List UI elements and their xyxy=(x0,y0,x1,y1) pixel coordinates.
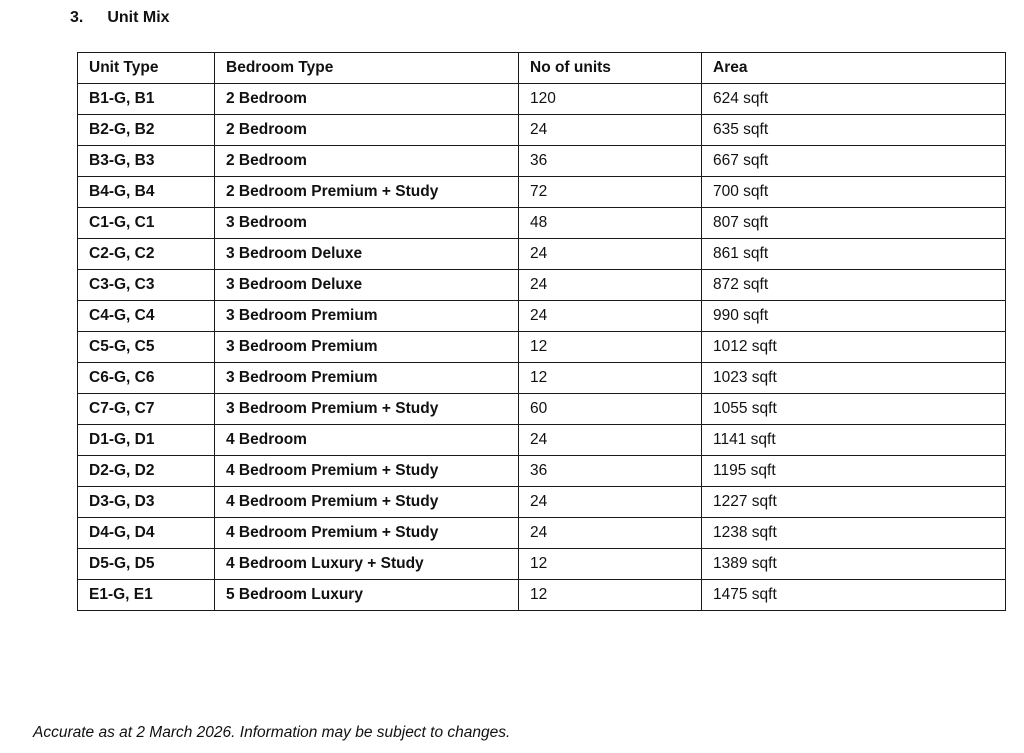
bedroom-type-cell: 3 Bedroom xyxy=(215,208,519,239)
section-title: Unit Mix xyxy=(107,9,170,26)
table-row xyxy=(78,456,1006,487)
area-cell: 1227 sqft xyxy=(702,487,1006,518)
bedroom-type-cell: 4 Bedroom Premium + Study xyxy=(215,518,519,549)
table-row xyxy=(78,115,1006,146)
bedroom-type-cell: 3 Bedroom Deluxe xyxy=(215,239,519,270)
unit-type-cell: C6-G, C6 xyxy=(78,363,215,394)
area-cell: 807 sqft xyxy=(702,208,1006,239)
area-cell: 1389 sqft xyxy=(702,549,1006,580)
area-cell: 624 sqft xyxy=(702,84,1006,115)
table-row xyxy=(78,270,1006,301)
table-row xyxy=(78,425,1006,456)
bedroom-type-cell: 3 Bedroom Premium xyxy=(215,301,519,332)
bedroom-type-cell: 4 Bedroom Premium + Study xyxy=(215,456,519,487)
no-of-units-cell: 24 xyxy=(519,425,702,456)
no-of-units-cell: 12 xyxy=(519,580,702,611)
unit-type-cell: D5-G, D5 xyxy=(78,549,215,580)
bedroom-type-cell: 3 Bedroom Deluxe xyxy=(215,270,519,301)
unit-type-cell: C5-G, C5 xyxy=(78,332,215,363)
area-cell: 700 sqft xyxy=(702,177,1006,208)
table-row xyxy=(78,239,1006,270)
table-row xyxy=(78,84,1006,115)
table-row xyxy=(78,146,1006,177)
area-cell: 1238 sqft xyxy=(702,518,1006,549)
bedroom-type-cell: 2 Bedroom xyxy=(215,115,519,146)
area-cell: 1055 sqft xyxy=(702,394,1006,425)
table-row xyxy=(78,363,1006,394)
no-of-units-cell: 12 xyxy=(519,332,702,363)
table-row xyxy=(78,208,1006,239)
table-header-row xyxy=(78,53,1006,84)
no-of-units-cell: 60 xyxy=(519,394,702,425)
no-of-units-cell: 12 xyxy=(519,363,702,394)
unit-type-cell: C1-G, C1 xyxy=(78,208,215,239)
area-cell: 861 sqft xyxy=(702,239,1006,270)
table-body xyxy=(78,84,1006,611)
no-of-units-cell: 72 xyxy=(519,177,702,208)
unit-mix-table xyxy=(77,52,1006,611)
area-cell: 1475 sqft xyxy=(702,580,1006,611)
unit-type-cell: B4-G, B4 xyxy=(78,177,215,208)
bedroom-type-cell: 4 Bedroom xyxy=(215,425,519,456)
no-of-units-cell: 24 xyxy=(519,239,702,270)
bedroom-type-cell: 2 Bedroom Premium + Study xyxy=(215,177,519,208)
unit-type-cell: D4-G, D4 xyxy=(78,518,215,549)
no-of-units-cell: 36 xyxy=(519,456,702,487)
area-cell: 872 sqft xyxy=(702,270,1006,301)
area-cell: 1012 sqft xyxy=(702,332,1006,363)
no-of-units-cell: 36 xyxy=(519,146,702,177)
table-row xyxy=(78,518,1006,549)
unit-type-cell: B1-G, B1 xyxy=(78,84,215,115)
area-cell: 1141 sqft xyxy=(702,425,1006,456)
area-cell: 667 sqft xyxy=(702,146,1006,177)
unit-type-cell: D1-G, D1 xyxy=(78,425,215,456)
table-row xyxy=(78,177,1006,208)
bedroom-type-cell: 4 Bedroom Luxury + Study xyxy=(215,549,519,580)
no-of-units-cell: 24 xyxy=(519,115,702,146)
no-of-units-cell: 24 xyxy=(519,270,702,301)
no-of-units-cell: 24 xyxy=(519,487,702,518)
table-row xyxy=(78,549,1006,580)
table-row xyxy=(78,394,1006,425)
unit-type-cell: C7-G, C7 xyxy=(78,394,215,425)
column-header-area: Area xyxy=(702,53,1006,84)
unit-type-cell: D3-G, D3 xyxy=(78,487,215,518)
table-row xyxy=(78,580,1006,611)
table-row xyxy=(78,487,1006,518)
no-of-units-cell: 12 xyxy=(519,549,702,580)
column-header-no-of-units: No of units xyxy=(519,53,702,84)
unit-type-cell: B2-G, B2 xyxy=(78,115,215,146)
table-row xyxy=(78,301,1006,332)
column-header-unit-type: Unit Type xyxy=(78,53,215,84)
bedroom-type-cell: 3 Bedroom Premium + Study xyxy=(215,394,519,425)
area-cell: 635 sqft xyxy=(702,115,1006,146)
unit-type-cell: C2-G, C2 xyxy=(78,239,215,270)
section-heading xyxy=(70,9,170,27)
unit-type-cell: C4-G, C4 xyxy=(78,301,215,332)
bedroom-type-cell: 5 Bedroom Luxury xyxy=(215,580,519,611)
bedroom-type-cell: 2 Bedroom xyxy=(215,84,519,115)
bedroom-type-cell: 3 Bedroom Premium xyxy=(215,332,519,363)
unit-type-cell: E1-G, E1 xyxy=(78,580,215,611)
area-cell: 990 sqft xyxy=(702,301,1006,332)
bedroom-type-cell: 4 Bedroom Premium + Study xyxy=(215,487,519,518)
no-of-units-cell: 24 xyxy=(519,518,702,549)
unit-type-cell: C3-G, C3 xyxy=(78,270,215,301)
no-of-units-cell: 120 xyxy=(519,84,702,115)
no-of-units-cell: 48 xyxy=(519,208,702,239)
bedroom-type-cell: 2 Bedroom xyxy=(215,146,519,177)
section-number: 3. xyxy=(70,9,84,26)
no-of-units-cell: 24 xyxy=(519,301,702,332)
bedroom-type-cell: 3 Bedroom Premium xyxy=(215,363,519,394)
unit-type-cell: D2-G, D2 xyxy=(78,456,215,487)
footnote: Accurate as at 2 March 2026. Information may be subject to changes. xyxy=(33,724,511,741)
area-cell: 1195 sqft xyxy=(702,456,1006,487)
area-cell: 1023 sqft xyxy=(702,363,1006,394)
unit-type-cell: B3-G, B3 xyxy=(78,146,215,177)
table-row xyxy=(78,332,1006,363)
column-header-bedroom-type: Bedroom Type xyxy=(215,53,519,84)
